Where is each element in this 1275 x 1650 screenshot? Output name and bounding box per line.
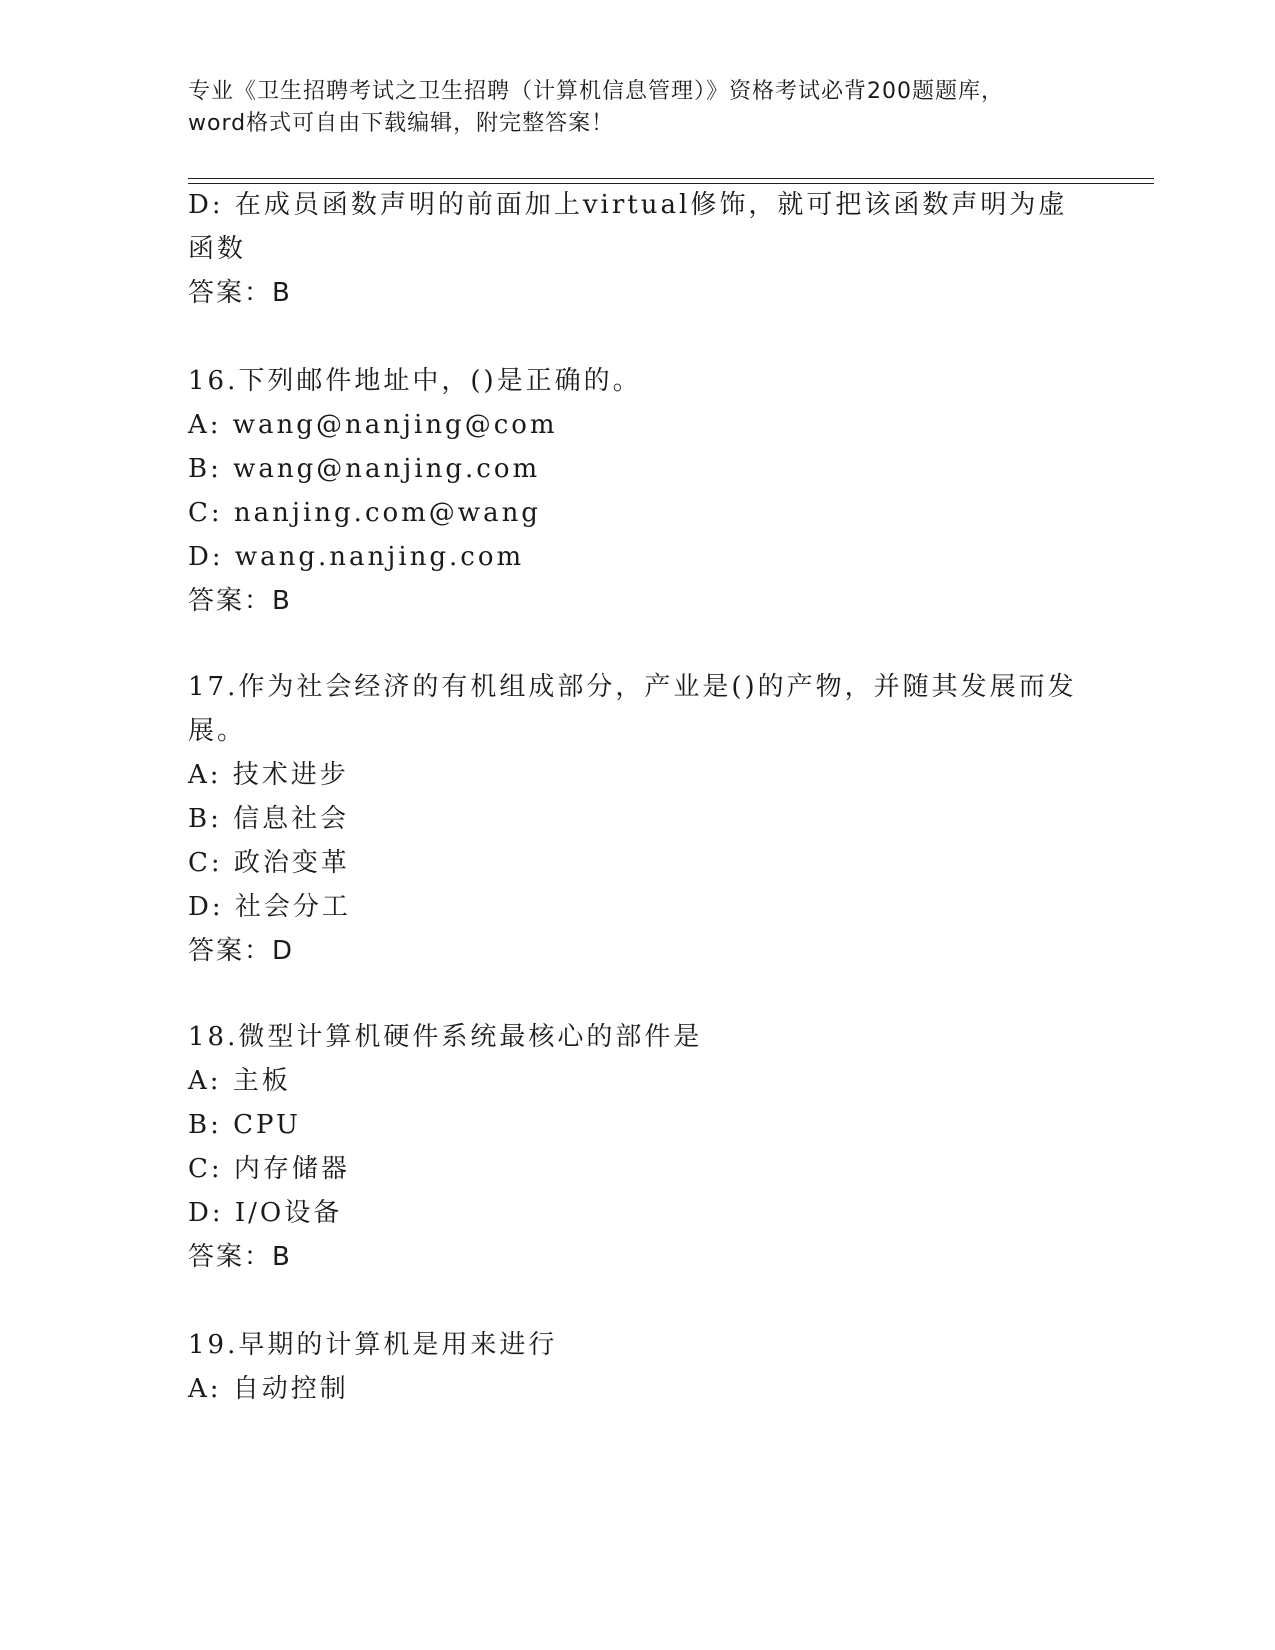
header-rule-bottom — [188, 183, 1154, 184]
q15-option-d-line2: 函数 — [188, 234, 247, 264]
q17-option-c: C: 政治变革 — [188, 848, 350, 878]
q18-option-c: C: 内存储器 — [188, 1154, 350, 1184]
q17-stem-line2: 展。 — [188, 716, 247, 746]
header-line-2: word格式可自由下载编辑，附完整答案！ — [188, 111, 615, 136]
q18-option-a: A: 主板 — [188, 1066, 291, 1096]
q16-answer: 答案：B — [188, 586, 292, 616]
q18-option-d: D: I/O设备 — [188, 1198, 343, 1228]
q17-option-a: A: 技术进步 — [188, 760, 349, 790]
header-line-1: 专业《卫生招聘考试之卫生招聘（计算机信息管理）》资格考试必背200题题库， — [188, 79, 1004, 104]
q18-option-b: B: CPU — [188, 1110, 301, 1140]
document-header — [188, 76, 1088, 140]
q15-answer: 答案：B — [188, 278, 292, 308]
q16-option-d: D: wang.nanjing.com — [188, 542, 525, 572]
q16-option-b: B: wang@nanjing.com — [188, 454, 541, 484]
q17-option-d: D: 社会分工 — [188, 892, 351, 922]
q15-option-d-line1: D: 在成员函数声明的前面加上virtual修饰，就可把该函数声明为虚 — [188, 190, 1068, 220]
q16-option-c: C: nanjing.com@wang — [188, 498, 541, 528]
q18-stem: 18.微型计算机硬件系统最核心的部件是 — [188, 1022, 703, 1052]
q17-answer: 答案：D — [188, 936, 295, 966]
q16-option-a: A: wang@nanjing@com — [188, 410, 558, 440]
q17-option-b: B: 信息社会 — [188, 804, 350, 834]
header-rule-top — [188, 178, 1154, 179]
q17-stem-line1: 17.作为社会经济的有机组成部分，产业是()的产物，并随其发展而发 — [188, 672, 1077, 702]
q19-option-a: A: 自动控制 — [188, 1374, 349, 1404]
q16-stem: 16.下列邮件地址中，()是正确的。 — [188, 366, 642, 396]
q19-stem: 19.早期的计算机是用来进行 — [188, 1330, 558, 1360]
q18-answer: 答案：B — [188, 1242, 292, 1272]
